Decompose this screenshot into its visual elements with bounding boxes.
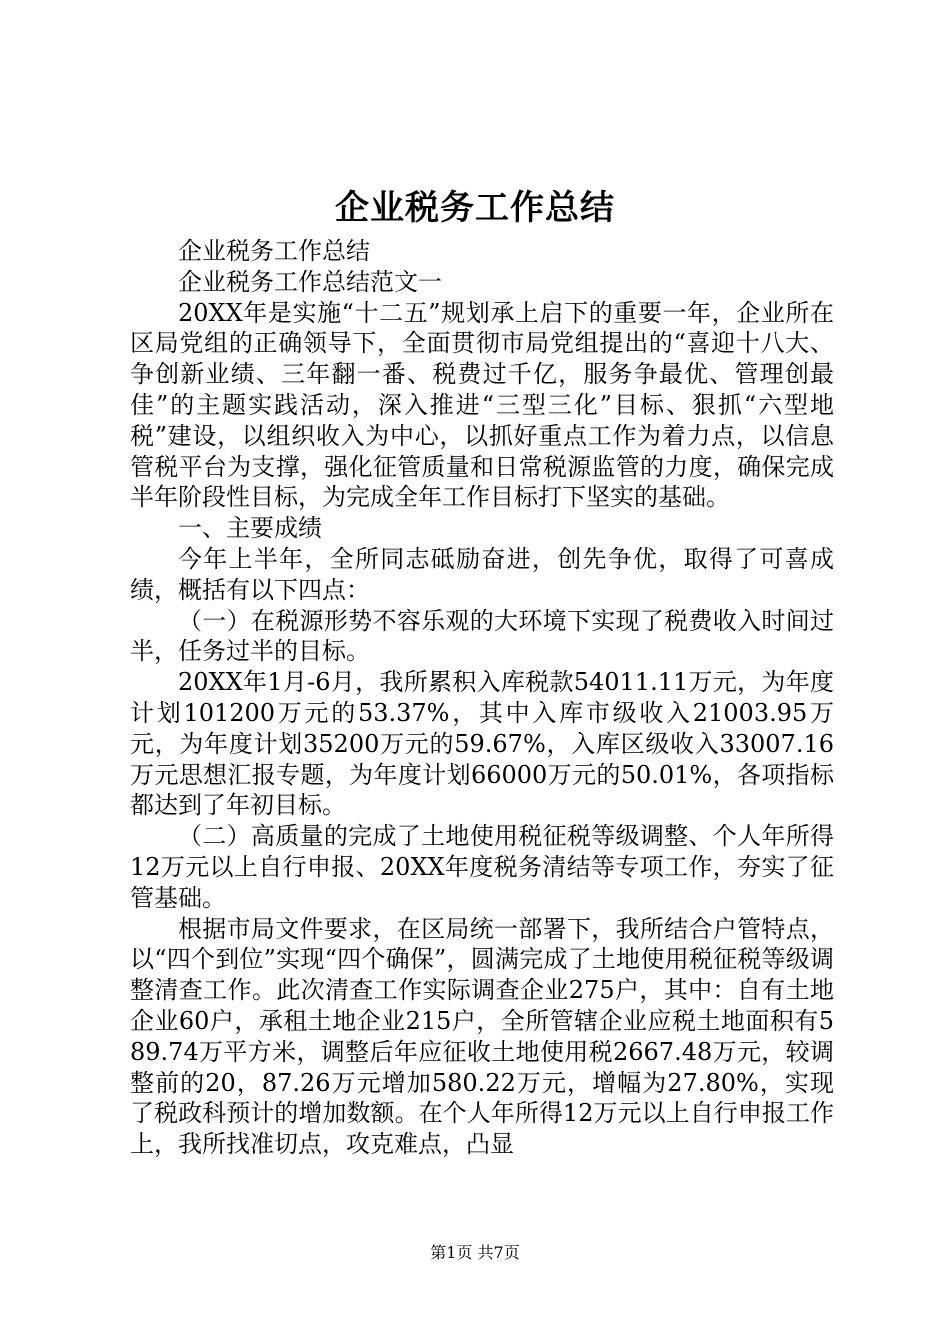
paragraph-intro: 20XX年是实施“十二五”规划承上启下的重要一年，企业所在区局党组的正确领导下，全面贯彻市局党组提出的“喜迎十八大、争创新业绩、三年翻一番、税费过千亿，服务争最优、管理创最佳”的主题实践活动，深入推进“三型三化”目标、狠抓“六型地税”建设，以组织收入为中心，以抓好重点工作为着力点，以信息管税平台为支撑，强化征管质量和日常税源监管的力度，确保完成半年阶段性目标，为完成全年工作目标打下坚实的基础。 [130,298,834,512]
document-body [130,236,834,1160]
paragraph-summary: 今年上半年，全所同志砥励奋进，创先争优，取得了可喜成绩，概括有以下四点： [130,544,834,604]
paragraph-point-one: （一）在税源形势不容乐观的大环境下实现了税费收入时间过半，任务过半的目标。 [130,606,834,666]
section-heading-achievements: 一、主要成绩 [178,514,322,543]
page-footer: 第1页 共7页 [430,1243,520,1262]
paragraph-revenue-figures: 20XX年1月-6月，我所累积入库税款54011.11万元，为年度计划101200万元的53.37%，其中入库市级收入21003.95万元，为年度计划35200万元的59.67%，入库区级收入33007.16万元思想汇报专题，为年度计划66000万元的50.01%，各项指标都达到了年初目标。 [130,668,834,820]
paragraph-sample-heading: 企业税务工作总结范文一 [178,267,442,296]
paragraph-point-two: （二）高质量的完成了土地使用税征税等级调整、个人年所得12万元以上自行申报、20XX年度税务清结等专项工作，夯实了征管基础。 [130,822,834,912]
paragraph-subtitle: 企业税务工作总结 [178,237,370,265]
document-title: 企业税务工作总结 [335,188,615,228]
paragraph-land-tax: 根据市局文件要求，在区局统一部署下，我所结合户管特点，以“四个到位”实现“四个确保”，圆满完成了土地使用税征税等级调整清查工作。此次清查工作实际调查企业275户，其中：自有土地企业60户，承租土地企业215户，全所管辖企业应税土地面积有589.74万平方米，调整后年应征收土地使用税2667.48万元，较调整前的20，87.26万元增加580.22万元，增幅为27.80%，实现了税政科预计的增加数额。在个人年所得12万元以上自行申报工作上，我所找准切点，攻克难点，凸显 [130,914,834,1159]
